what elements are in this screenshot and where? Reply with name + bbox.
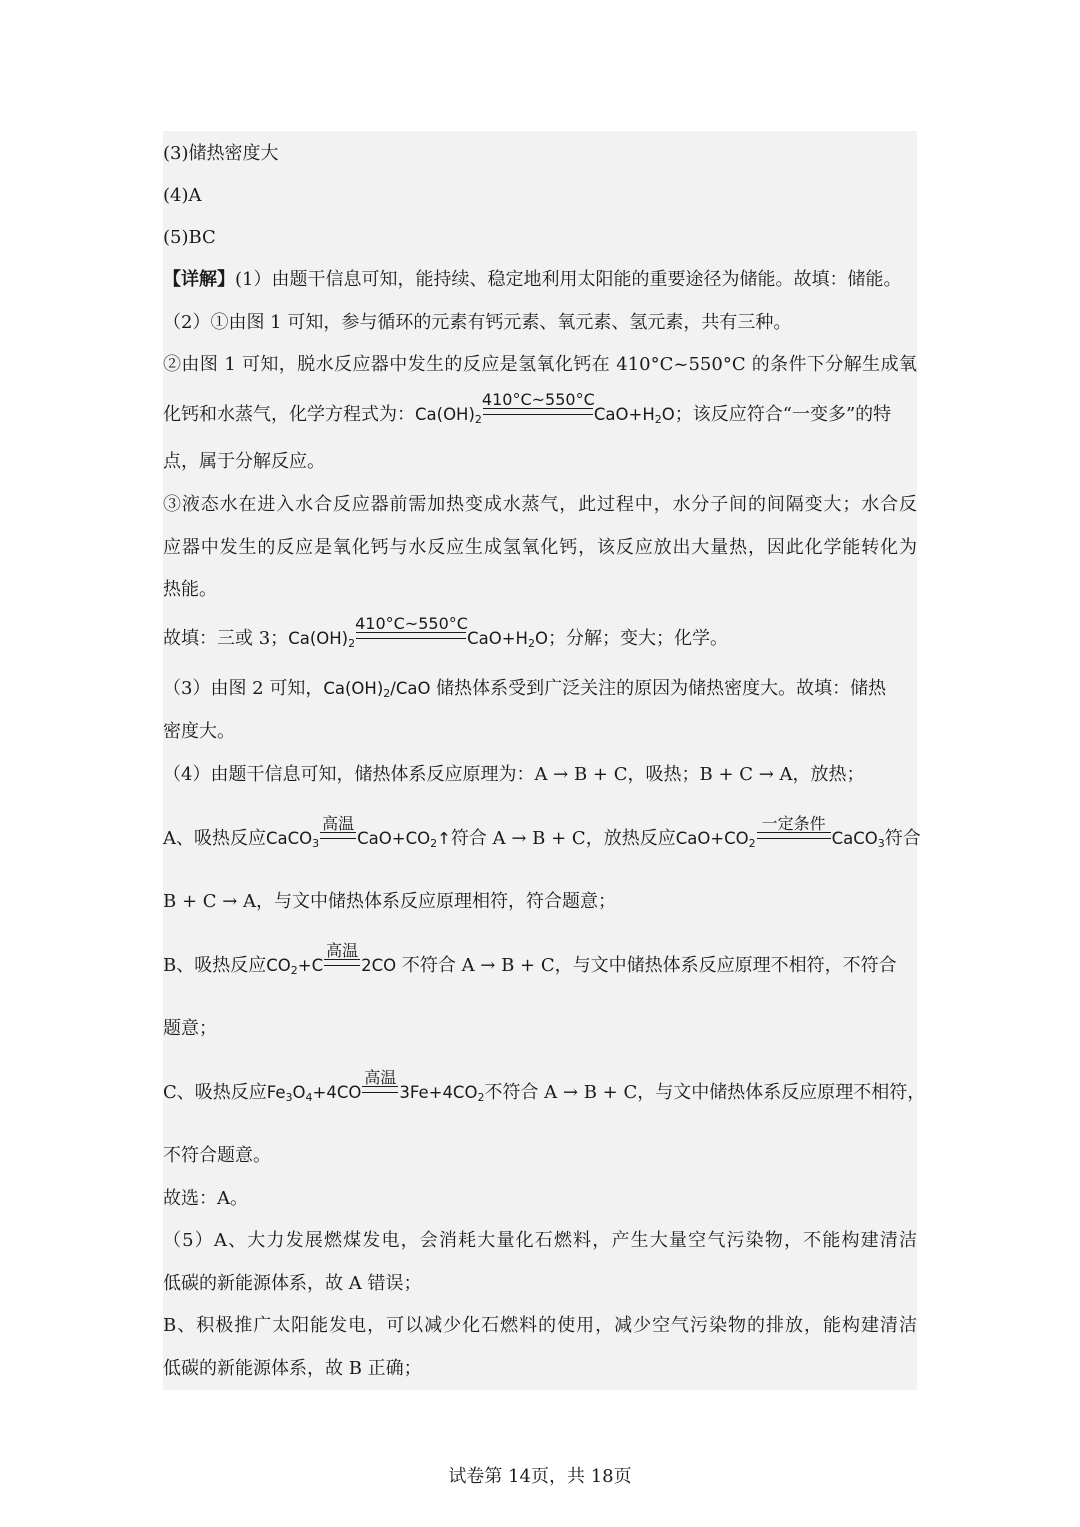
subscript: 3	[285, 1091, 293, 1104]
part-5-b-line-1-text: B、积极推广太阳能发电，可以减少化石燃料的使用，减少空气污染物的排放，能构建清洁	[163, 1315, 917, 1336]
detail-label: 【详解】	[163, 269, 235, 290]
equation-fe3o4-co	[266, 1068, 485, 1104]
product-cao-h: CaO+H	[593, 405, 655, 424]
answer-4-text: (4)A	[163, 185, 202, 206]
option-a-line-1	[163, 814, 921, 850]
detail-part-2-3-line-1	[163, 494, 917, 516]
detail-part-3-line-2	[163, 721, 917, 743]
subscript: 2	[527, 637, 535, 650]
answer-4	[163, 185, 917, 207]
option-a-post: 符合	[884, 828, 921, 849]
product-cao-co2: CaO+CO	[357, 829, 431, 848]
answer-explanation-block	[163, 131, 926, 1390]
formula-plus-4co: +4CO	[312, 1083, 362, 1102]
reaction-condition-arrow	[361, 1068, 399, 1104]
part-3-post: 储热体系受到广泛关注的原因为储热密度大。故填：储热	[430, 678, 887, 699]
subscript: 2	[383, 687, 391, 700]
reaction-condition-arrow	[355, 614, 468, 650]
answer-5	[163, 227, 917, 249]
detail-part-2-2-line-2-post: ；该反应符合“一变多”的特	[674, 404, 892, 425]
option-b-post: 不符合 A → B + C，与文中储热体系反应原理不相符，不符合	[396, 955, 897, 976]
option-a-line-2	[163, 891, 917, 913]
detail-part-2-3-line-2-text: 应器中发生的反应是氧化钙与水反应生成氢氧化钙，该反应放出大量热，因此化学能转化为	[163, 537, 917, 558]
part-5-b-line-2-text: 低碳的新能源体系，故 B 正确；	[163, 1358, 422, 1379]
formula-plus-c: +C	[297, 956, 324, 975]
detail-part-5-b-line-1	[163, 1315, 917, 1337]
option-a-pre: A、吸热反应	[163, 828, 266, 849]
formula-o: O	[292, 1083, 306, 1102]
condition-high-temp: 高温	[364, 1068, 397, 1087]
part-4-intro-text: （4）由题干信息可知，储热体系反应原理为：A → B + C，吸热；B + C → A，放热；	[163, 764, 865, 785]
subscript: 3	[877, 837, 885, 850]
formula-caoh2: Ca(OH)	[323, 679, 384, 698]
formula-caoh2: Ca(OH)	[288, 629, 349, 648]
page-footer	[0, 1466, 1080, 1488]
equation-dehydration-2	[288, 614, 548, 650]
part-5-a-line-1-text: （5）A、大力发展燃煤发电，会消耗大量化石燃料，产生大量空气污染物，不能构建清洁	[163, 1230, 917, 1251]
detail-part-2-3-line-2	[163, 537, 917, 559]
formula-cao: /CaO	[390, 679, 431, 698]
detail-part-3-line-1	[163, 678, 917, 700]
product-cao-h: CaO+H	[467, 629, 528, 648]
detail-part-5-a-line-2	[163, 1273, 917, 1295]
part-5-a-line-2-text: 低碳的新能源体系，故 A 错误；	[163, 1273, 422, 1294]
condition-temperature: 410°C~550°C	[481, 390, 595, 409]
product-caco3: CaCO	[831, 829, 878, 848]
detail-part-1-text: (1）由题干信息可知，能持续、稳定地利用太阳能的重要途径为储能。故填：储能。	[235, 269, 902, 290]
condition-certain: 一定条件	[761, 814, 826, 833]
detail-part-2-3-line-3	[163, 579, 917, 601]
detail-part-2-3-line-1-text: ③液态水在进入水合反应器前需加热变成水蒸气，此过程中，水分子间的间隔变大；水合反	[163, 494, 917, 515]
subscript: 2	[430, 837, 438, 850]
part-3-pre: （3）由图 2 可知，	[163, 678, 324, 699]
formula-caoh2: Ca(OH)	[415, 405, 475, 424]
option-b-pre: B、吸热反应	[163, 955, 267, 976]
option-c-post: 不符合 A → B + C，与文中储热体系反应原理不相符，	[484, 1082, 926, 1103]
reaction-condition-arrow	[319, 814, 357, 850]
subscript: 3	[312, 837, 320, 850]
detail-part-2-2-line-1	[163, 354, 917, 376]
detail-part-2-3-line-3-text: 热能。	[163, 579, 217, 600]
formula-caoh2-cao	[323, 679, 430, 698]
answer-5-text: (5)BC	[163, 227, 216, 248]
subscript: 2	[477, 1091, 485, 1104]
option-b-line-1	[163, 941, 917, 977]
detail-part-2-text: （2）①由图 1 可知，参与循环的元素有钙元素、氧元素、氢元素，共有三种。	[163, 312, 792, 333]
answer-3	[163, 143, 917, 165]
product-2co: 2CO	[361, 956, 397, 975]
subscript: 2	[748, 837, 756, 850]
formula-co2: CO	[266, 956, 291, 975]
equation-cao-co2	[675, 814, 885, 850]
product-3fe-4co2: 3Fe+4CO	[399, 1083, 478, 1102]
detail-part-5-a-line-1	[163, 1230, 917, 1252]
detail-part-2-2-line-2-pre: 化钙和水蒸气，化学方程式为：	[163, 404, 415, 425]
option-a-line-2-text: B + C → A，与文中储热体系反应原理相符，符合题意；	[163, 891, 617, 912]
condition-high-temp: 高温	[326, 941, 359, 960]
detail-part-2-2-line-2	[163, 390, 917, 426]
detail-part-1	[163, 269, 917, 291]
detail-part-2-2-line-3-text: 点，属于分解反应。	[163, 451, 325, 472]
equation-co2-c	[266, 941, 397, 977]
reaction-condition-arrow	[323, 941, 361, 977]
subscript: 2	[474, 413, 482, 426]
equation-caco3-decompose	[266, 814, 451, 850]
formula-cao-co2: CaO+CO	[675, 829, 749, 848]
option-c-line-2	[163, 1145, 917, 1167]
page-number: 试卷第 14页，共 18页	[448, 1466, 632, 1487]
option-c-line-2-text: 不符合题意。	[163, 1145, 271, 1166]
detail-part-2-2-line-3	[163, 451, 917, 473]
equation-dehydration	[415, 390, 675, 426]
gas-up-arrow: ↑	[437, 829, 451, 848]
product-o: O	[661, 405, 675, 424]
answer-3-text: (3)储热密度大	[163, 143, 279, 164]
choose-answer-text: 故选：A。	[163, 1188, 248, 1209]
subscript: 2	[654, 413, 662, 426]
formula-fe: Fe	[266, 1083, 286, 1102]
choose-answer	[163, 1188, 917, 1210]
detail-part-2-fill	[163, 614, 917, 650]
detail-part-5-b-line-2	[163, 1358, 917, 1380]
condition-high-temp: 高温	[322, 814, 355, 833]
subscript: 2	[290, 964, 298, 977]
option-a-mid: 符合 A → B + C，放热反应	[450, 828, 676, 849]
option-c-line-1	[163, 1068, 926, 1104]
reaction-condition-arrow	[481, 390, 595, 426]
detail-part-2-2-line-1-text: ②由图 1 可知，脱水反应器中发生的反应是氢氧化钙在 410°C~550°C 的条件下分解生成氧	[163, 354, 917, 375]
fill-pre: 故填：三或 3；	[163, 628, 289, 649]
detail-part-2	[163, 312, 917, 334]
detail-part-4-intro	[163, 764, 917, 786]
formula-caco3: CaCO	[266, 829, 313, 848]
fill-post: ；分解；变大；化学。	[547, 628, 728, 649]
part-3-line-2-text: 密度大。	[163, 721, 235, 742]
product-o: O	[534, 629, 548, 648]
condition-temperature: 410°C~550°C	[355, 614, 468, 633]
subscript: 2	[348, 637, 356, 650]
subscript: 4	[305, 1091, 313, 1104]
option-b-line-2-text: 题意；	[163, 1018, 217, 1039]
option-c-pre: C、吸热反应	[163, 1082, 267, 1103]
option-b-line-2	[163, 1018, 917, 1040]
reaction-condition-arrow	[756, 814, 832, 850]
